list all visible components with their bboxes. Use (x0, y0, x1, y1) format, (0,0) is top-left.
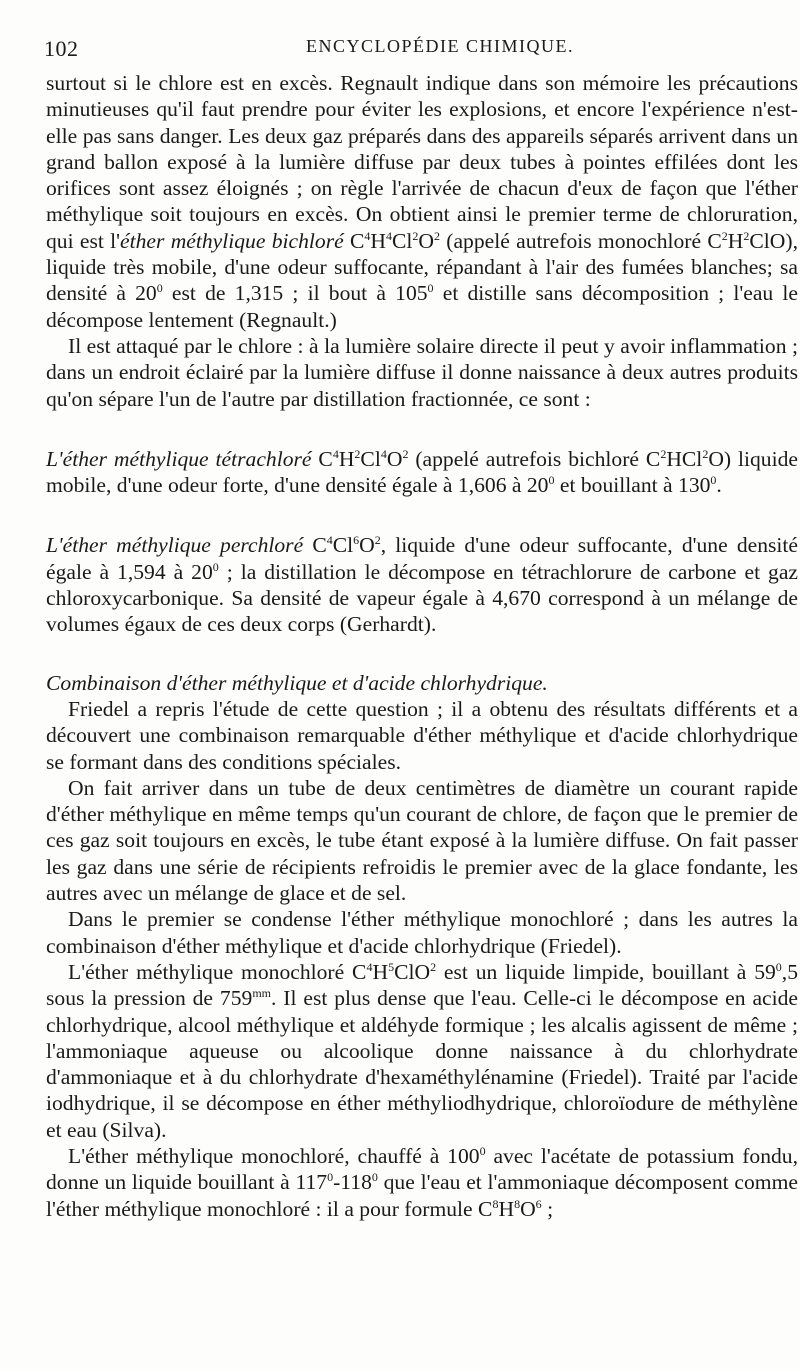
section-heading: Combinaison d'éther méthylique et d'acide chlorhydrique. (46, 670, 548, 695)
paragraph-acetate: L'éther méthylique monochloré, chauffé à $100^0$ avec l'acétate de potassium fondu, donne un liquide bouillant à $117^0-118^0$ que l'eau et l'ammoniaque décomposent comme l'éther méthylique monochloré : il a pour formule $C^8H^8O^6$ ; (46, 1143, 799, 1221)
body-text (46, 70, 798, 1222)
paragraph-tetrachlore: L'éther méthylique tétrachloré $C^4H^2Cl^4O^2$ (appelé autrefois bichloré $C^2HCl^2O$) liquide mobile, d'une odeur forte, d'une densité égale à 1,606 à $20^0$ et bouillant à $130^0$. (46, 446, 798, 498)
running-title: ENCYCLOPÉDIE CHIMIQUE. (306, 36, 574, 56)
paragraph-monochlore: L'éther méthylique monochloré $C^4H^5ClO^2$ est un liquide limpide, bouillant à $59^0,5$ sous la pression de $759^{mm}$. Il est plus dense que l'eau. Celle-ci le décompose en acide chlorhydrique, alcool méthylique et aldéhyde formique ; les alcalis agissent de même ; l'ammoniaque aqueuse ou alcoolique donne naissance à du chlorhydrate d'ammoniaque et à du chlorhydrate d'hexaméthylénamine (Friedel). Traité par l'acide iodhydrique, il se décompose en éther méthyliodhydrique, chloroïodure de méthylène et eau (Silva). (46, 959, 798, 1142)
paragraph-chloruration: surtout si le chlore est en excès. Regnault indique dans son mémoire les précautions minutieuses qu'il faut prendre pour éviter les explosions, et encore l'expérience n'est-elle pas sans danger. Les deux gaz préparés dans des appareils séparés arrivent dans un grand ballon exposé à la lumière diffuse par deux tubes à pointes effilées dont les orifices sont assez éloignés ; on règle l'arrivée de chacun d'eux de façon que l'éther méthylique soit toujours en excès. On obtient ainsi le premier terme de chloruration, qui est l'éther méthylique bichloré $C^4H^4Cl^2O^2$ (appelé autrefois monochloré $C^2H^2ClO$), liquide très mobile, d'une odeur suffocante, répandant à l'air des fumées blanches; sa densité à $20^0$ est de 1,315 ; il bout à $105^0$ et distille sans décomposition ; l'eau le décompose lentement (Regnault.) (46, 71, 798, 332)
paragraph-attaque-chlore: Il est attaqué par le chlore : à la lumière solaire directe il peut y avoir inflammation ; dans un endroit éclairé par la lumière diffuse il donne naissance à deux autres produits qu'on sépare l'un de l'autre par distillation fractionnée, ce sont : (46, 333, 798, 411)
paragraph-condensation: Dans le premier se condense l'éther méthylique monochloré ; dans les autres la combinaison d'éther méthylique et d'acide chlorhydrique (Friedel). (46, 907, 798, 958)
page-number: 102 (44, 36, 79, 61)
paragraph-perchlore: L'éther méthylique perchloré $C^4Cl^6O^2$, liquide d'une odeur suffocante, d'une densité égale à 1,594 à $20^0$ ; la distillation le décompose en tétrachlorure de carbone et gaz chloroxycarbonique. Sa densité de vapeur égale à 4,670 correspond à un mélange de volumes égaux de ces deux corps (Gerhardt). (46, 533, 798, 637)
document-page (46, 34, 798, 1222)
paragraph-friedel: Friedel a repris l'étude de cette question ; il a obtenu des résultats différents et a découvert une combinaison remarquable d'éther méthylique et d'acide chlorhydrique se formant dans des conditions spéciales. (46, 696, 798, 774)
page-header (46, 34, 798, 66)
paragraph-procede: On fait arriver dans un tube de deux centimètres de diamètre un courant rapide d'éther méthylique en même temps qu'un courant de chlore, de façon que le premier de ces gaz soit toujours en excès, le tube étant exposé à la lumière diffuse. On fait passer les gaz dans une série de récipients refroidis le premier avec de la glace fondante, les autres avec un mélange de glace et de sel. (46, 775, 798, 906)
